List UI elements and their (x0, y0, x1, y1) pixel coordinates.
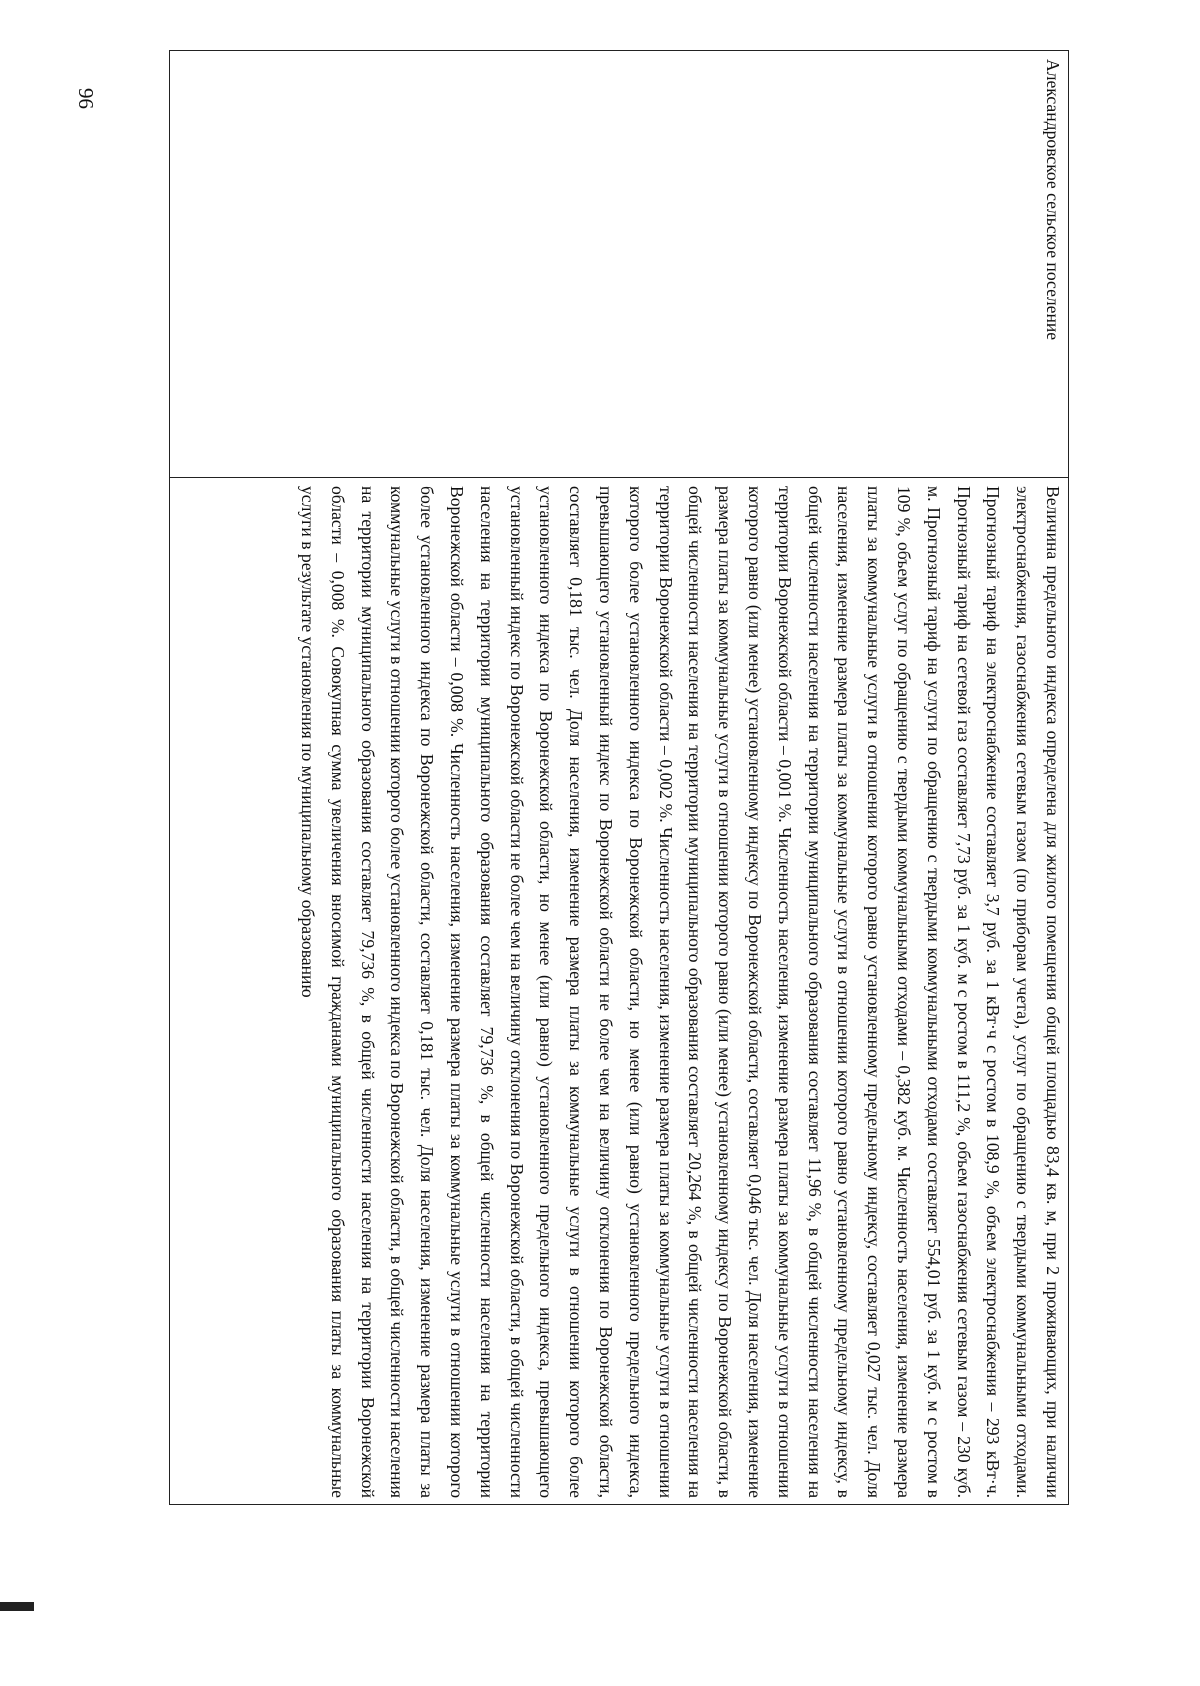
settlement-name-cell: Александровское сельское поселение (170, 51, 1069, 478)
scan-edge-mark (0, 1602, 34, 1611)
description-cell: Величина предельного индекса определена для жилого помещения общей площадью 83,4 кв. м, при 2 проживающих, при наличии электроснабжения, газоснабжения сетевым газом (по приборам учета), услуг по обращению с твердыми коммунальными отходами. Прогнозный тариф на электроснабжение составляет 3,7 руб. за 1 кВт·ч с ростом в 108,9 %, объем электроснабжения – 293 кВт·ч. Прогнозный тариф на сетевой газ составляет 7,73 руб. за 1 куб. м с ростом в 111,2 %, объем газоснабжения сетевым газом – 230 куб. м. Прогнозный тариф на услуги по обращению с твердыми коммунальными отходами составляет 554,01 руб. за 1 куб. м с ростом в 109 %, объем услуг по обращению с твердыми коммунальными отходами – 0,382 куб. м. Численность населения, изменение размера платы за коммунальные услуги в отношении которого равно установленному предельному индексу, составляет 0,027 тыс. чел. Доля населения, изменение размера платы за коммунальные услуги в отношении которого равно установленному предельному индексу, в общей численности населения на территории муниципального образования составляет 11,96 %, в общей численности населения на территории Воронежской области – 0,001 %. Численность населения, изменение размера платы за коммунальные услуги в отношении которого равно (или менее) установленному индексу по Воронежской области, составляет 0,046 тыс. чел. Доля населения, изменение размера платы за коммунальные услуги в отношении которого равно (или менее) установленному индексу по Воронежской области, в общей численности населения на территории муниципального образования составляет 20,264 %, в общей численности населения на территории Воронежской области – 0,002 %. Численность населения, изменение размера платы за коммунальные услуги в отношении которого более установленного индекса по Воронежской области, но менее (или равно) установленного предельного индекса, превышающего установленный индекс по Воронежской области не более чем на величину отклонения по Воронежской области, составляет 0,181 тыс. чел. Доля населения, изменение размера платы за коммунальные услуги в отношении которого более установленного индекса по Воронежской области, но менее (или равно) установленного предельного индекса, превышающего установленный индекс по Воронежской области не более чем на величину отклонения по Воронежской области, в общей численности населения на территории муниципального образования составляет 79,736 %, в общей численности населения на территории Воронежской области – 0,008 %. Численность населения, изменение размера платы за коммунальные услуги в отношении которого более установленного индекса по Воронежской области, составляет 0,181 тыс. чел. Доля населения, изменение размера платы за коммунальные услуги в отношении которого более установленного индекса по Воронежской области, в общей численности населения на территории муниципального образования составляет 79,736 %, в общей численности населения на территории Воронежской области – 0,008 %. Совокупная сумма увеличения вносимой гражданами муниципального образования платы за коммунальные услуги в результате установления по муниципальному образованию (170, 478, 1069, 1505)
rotated-table-container (169, 50, 1069, 1505)
page-number: 96 (74, 88, 98, 109)
table-row (170, 51, 1069, 1505)
index-table (169, 50, 1069, 1505)
